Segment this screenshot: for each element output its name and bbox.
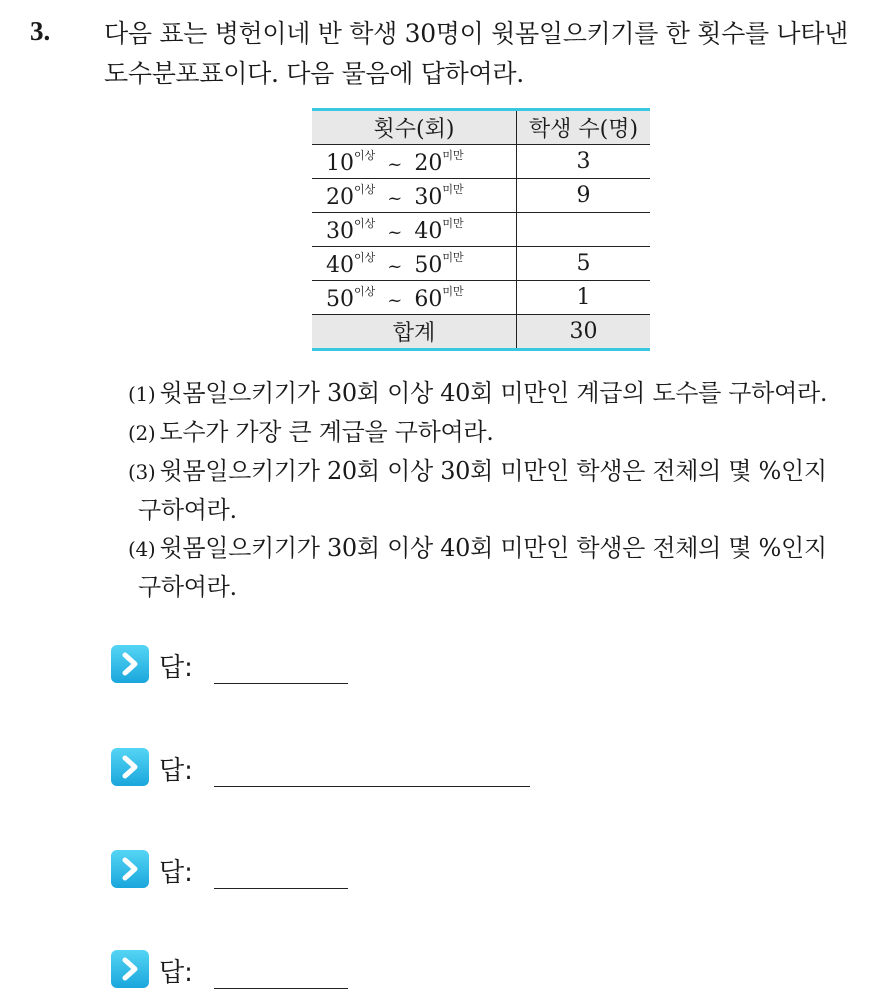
subquestion-2: (2) 도수가 가장 큰 계급을 구하여라. [128,418,494,446]
frequency-cell: 9 [517,179,651,213]
answer-label: 답: [159,958,193,988]
subquestion-4-continued: 구하여라. [138,573,237,601]
frequency-table [312,108,650,351]
chevron-right-icon [111,748,149,786]
class-interval: $50^{이상}$ ~ $60^{미만}$ [312,281,517,315]
answer-label: 답: [159,653,193,683]
total-label: 합계 [312,315,517,350]
table-total-row [312,315,650,350]
subquestion-list [128,374,868,606]
answer-blank[interactable] [214,988,348,989]
frequency-cell: 3 [517,145,651,179]
class-interval: $20^{이상}$ ~ $30^{미만}$ [312,179,517,213]
stem-line-2: 도수분포표이다. 다음 물음에 답하여라. [104,59,524,88]
table-row [312,145,650,179]
header-student-count: 학생 수(명) [517,110,651,145]
frequency-cell: 1 [517,281,651,315]
answer-label: 답: [159,756,193,786]
header-count-of-reps: 횟수(회) [312,110,517,145]
answer-blank[interactable] [214,888,348,889]
table-row [312,247,650,281]
answer-blank[interactable] [214,683,348,684]
frequency-cell: 5 [517,247,651,281]
frequency-cell-blank [517,213,651,247]
subquestion-3-continued: 구하여라. [138,496,237,524]
answer-label: 답: [159,858,193,888]
stem-line-1: 다음 표는 병헌이네 반 학생 30명이 윗몸일으키기를 한 횟수를 나타낸 [104,19,848,48]
answer-blank[interactable] [214,786,530,787]
subquestion-4: (4) 윗몸일으키기가 30회 이상 40회 미만인 학생은 전체의 몇 %인지 [128,534,827,562]
question-stem [104,14,864,94]
table-row [312,179,650,213]
class-interval: $40^{이상}$ ~ $50^{미만}$ [312,247,517,281]
subquestion-1: (1) 윗몸일으키기가 30회 이상 40회 미만인 계급의 도수를 구하여라. [128,379,828,407]
question-number: 3. [30,16,51,46]
chevron-right-icon [111,645,149,683]
table-header-row [312,110,650,145]
table-row [312,213,650,247]
class-interval: $30^{이상}$ ~ $40^{미만}$ [312,213,517,247]
chevron-right-icon [111,850,149,888]
class-interval: $10^{이상}$ ~ $20^{미만}$ [312,145,517,179]
total-value: 30 [517,315,651,350]
table-row [312,281,650,315]
chevron-right-icon [111,950,149,988]
subquestion-3: (3) 윗몸일으키기가 20회 이상 30회 미만인 학생은 전체의 몇 %인지 [128,457,827,485]
